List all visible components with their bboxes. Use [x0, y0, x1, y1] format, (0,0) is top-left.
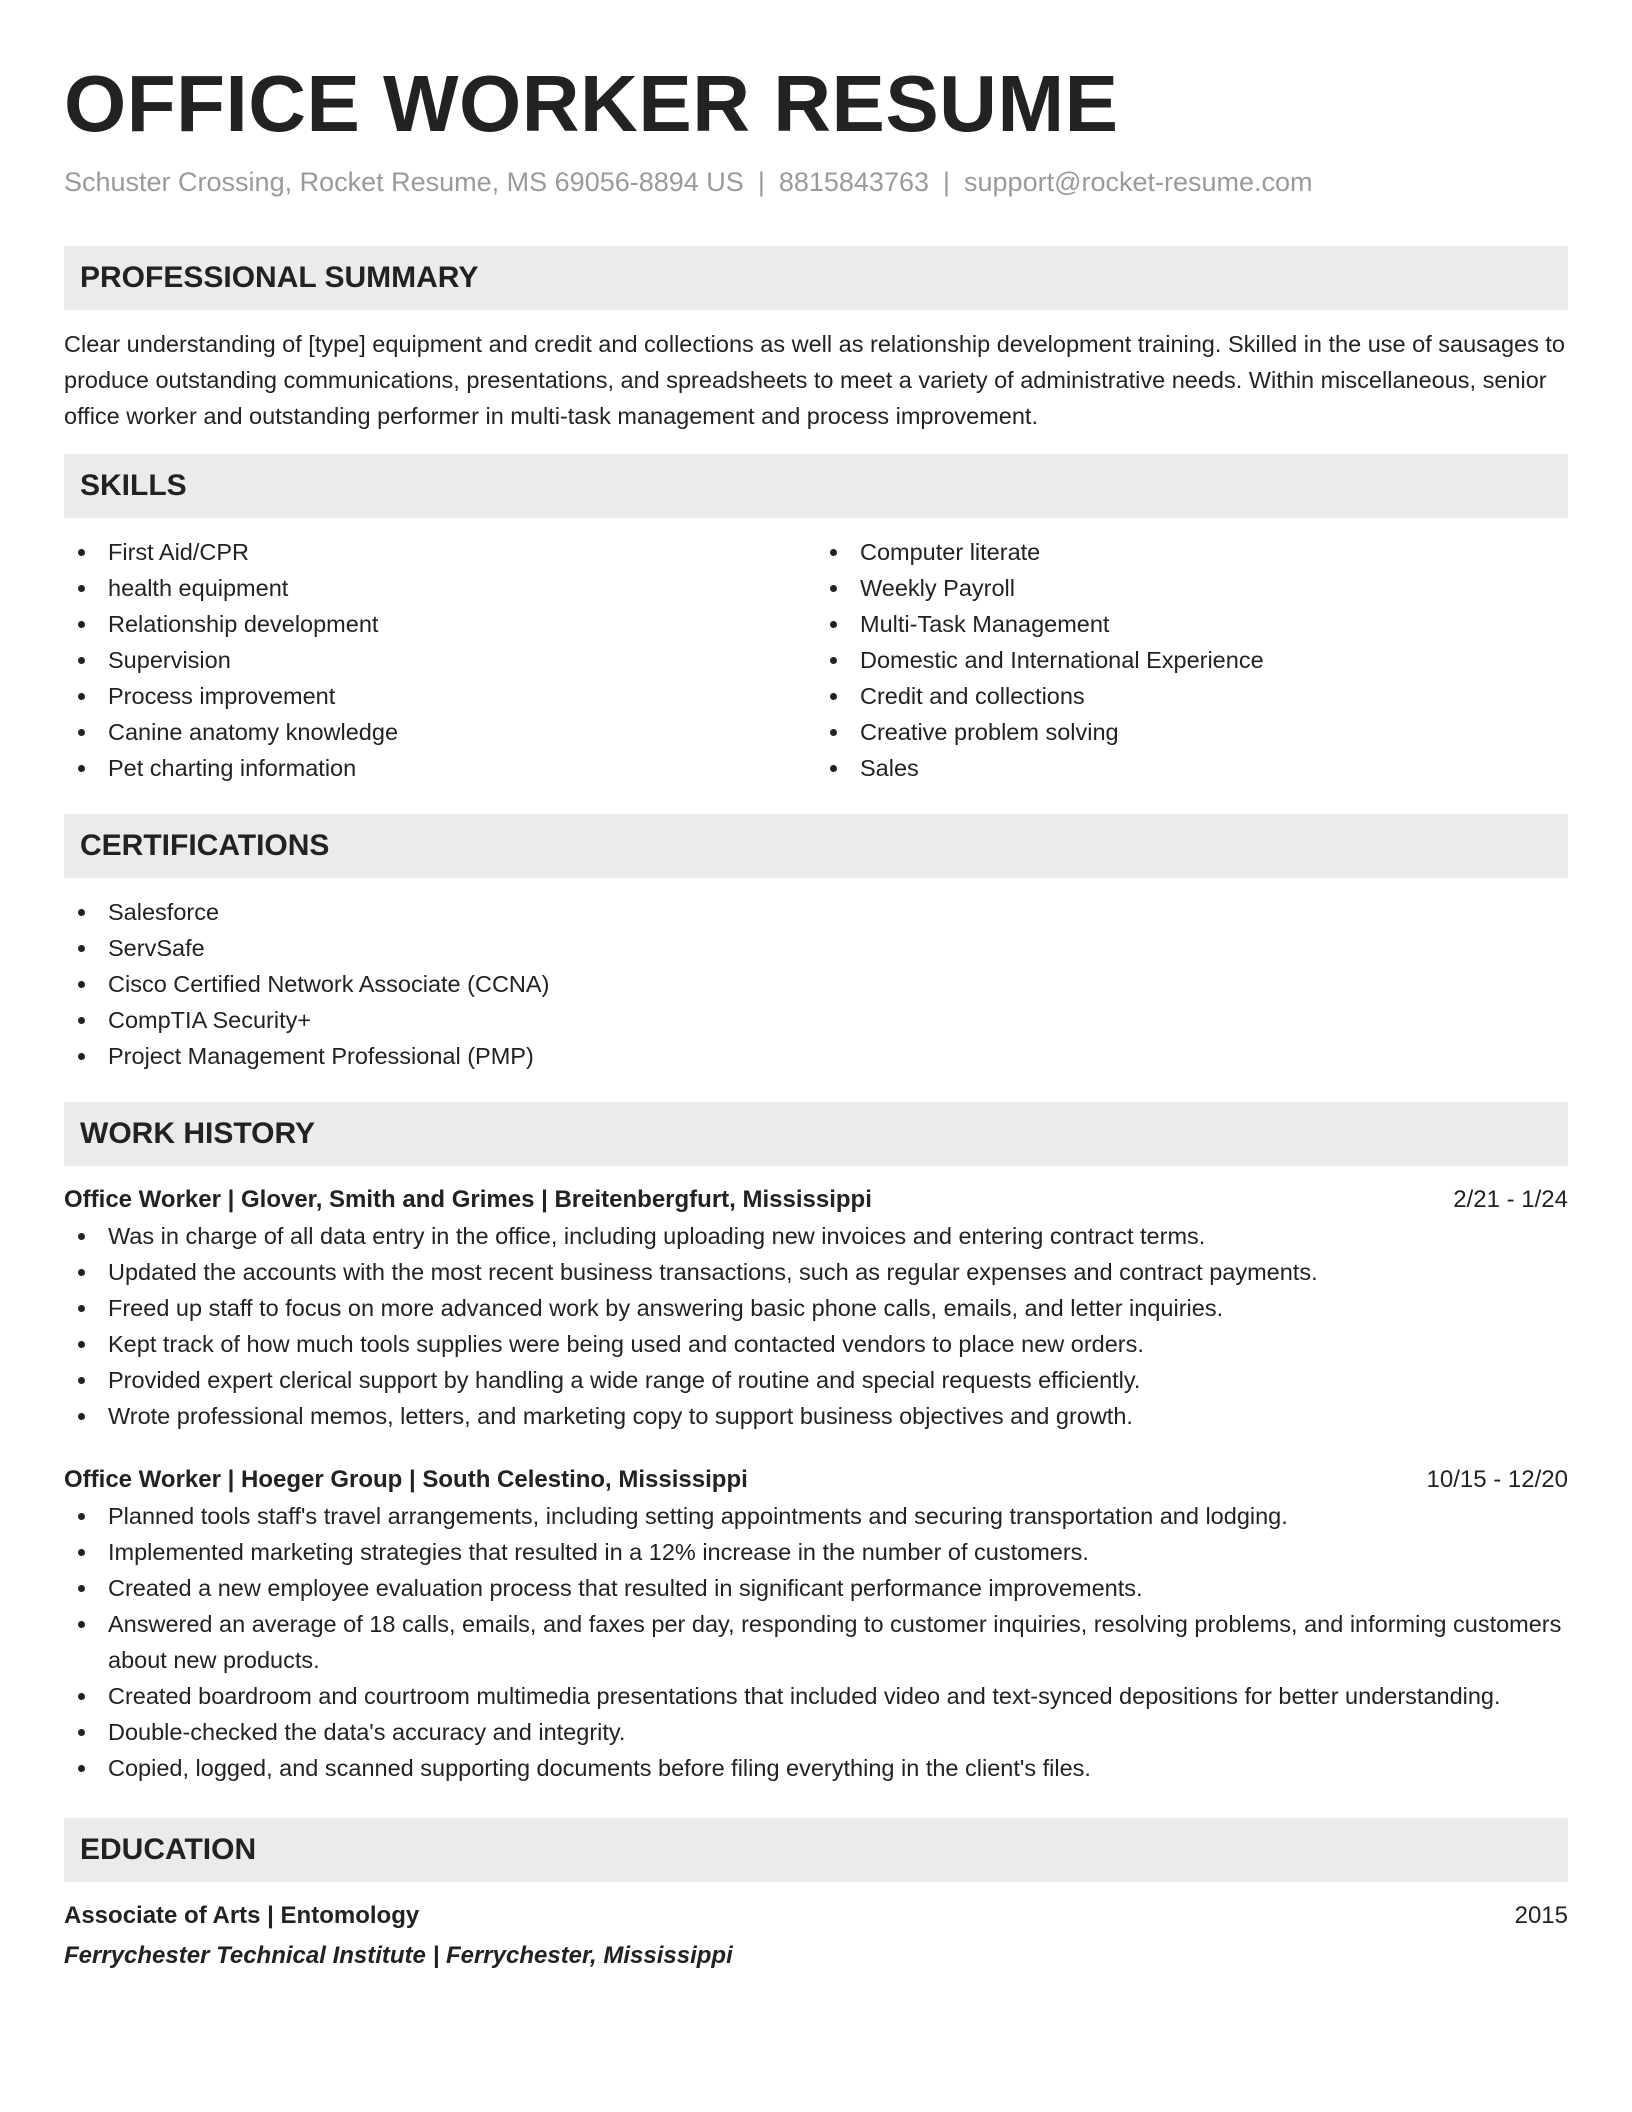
skill-item: Canine anatomy knowledge — [64, 714, 816, 750]
job-dates: 2/21 - 1/24 — [1453, 1186, 1568, 1213]
education-degree: Associate of Arts | Entomology — [64, 1902, 420, 1929]
job-dates: 10/15 - 12/20 — [1426, 1466, 1568, 1493]
contact-separator: | — [757, 167, 765, 197]
section-header-education: EDUCATION — [64, 1818, 1568, 1882]
skill-item: Supervision — [64, 642, 816, 678]
education-year: 2015 — [1514, 1902, 1568, 1929]
skills-list-right — [816, 534, 1568, 786]
skill-item: Credit and collections — [816, 678, 1568, 714]
job-bullet: Wrote professional memos, letters, and marketing copy to support business objectives and growth. — [64, 1398, 1568, 1434]
skill-item: Relationship development — [64, 606, 816, 642]
education-school: Ferrychester Technical Institute | Ferrychester, Mississippi — [64, 1942, 733, 1969]
job-bullet: Double-checked the data's accuracy and integrity. — [64, 1714, 1568, 1750]
job-title: Office Worker | Glover, Smith and Grimes | Breitenbergfurt, Mississippi — [64, 1186, 872, 1213]
section-header-summary: PROFESSIONAL SUMMARY — [64, 246, 1568, 310]
job-bullet: Answered an average of 18 calls, emails, and faxes per day, responding to customer inquiries, resolving problems, and informing customers about new products. — [64, 1606, 1568, 1678]
job-bullet: Freed up staff to focus on more advanced work by answering basic phone calls, emails, and letter inquiries. — [64, 1290, 1568, 1326]
section-header-skills: SKILLS — [64, 454, 1568, 518]
skill-item: First Aid/CPR — [64, 534, 816, 570]
certification-item: Salesforce — [64, 894, 1568, 930]
job-entry — [64, 1462, 1568, 1786]
job-bullet: Implemented marketing strategies that resulted in a 12% increase in the number of customers. — [64, 1534, 1568, 1570]
job-bullet-list — [64, 1218, 1568, 1434]
skills-grid — [64, 534, 1568, 786]
contact-email: support@rocket-resume.com — [964, 167, 1313, 197]
certification-item: Project Management Professional (PMP) — [64, 1038, 1568, 1074]
skill-item: Sales — [816, 750, 1568, 786]
job-bullet-list — [64, 1498, 1568, 1786]
job-bullet: Planned tools staff's travel arrangements, including setting appointments and securing transportation and lodging. — [64, 1498, 1568, 1534]
skill-item: Process improvement — [64, 678, 816, 714]
summary-text: Clear understanding of [type] equipment and credit and collections as well as relationship development training. Skilled in the use of sausages to produce outstanding communications, presentations, and spreadsheets to meet a variety of administrative needs. Within miscellaneous, senior office worker and outstanding performer in multi-task management and process improvement. — [64, 331, 1565, 429]
section-header-certifications: CERTIFICATIONS — [64, 814, 1568, 878]
resume-title: OFFICE WORKER RESUME — [64, 59, 1119, 148]
certifications-list — [64, 894, 1568, 1074]
contact-phone: 8815843763 — [778, 167, 929, 197]
certification-item: ServSafe — [64, 930, 1568, 966]
certification-item: CompTIA Security+ — [64, 1002, 1568, 1038]
skill-item: Weekly Payroll — [816, 570, 1568, 606]
job-bullet: Provided expert clerical support by handling a wide range of routine and special requests efficiently. — [64, 1362, 1568, 1398]
job-header — [64, 1462, 1568, 1498]
contact-line — [64, 164, 1568, 200]
job-bullet: Created a new employee evaluation process that resulted in significant performance improvements. — [64, 1570, 1568, 1606]
job-bullet: Updated the accounts with the most recent business transactions, such as regular expenses and contract payments. — [64, 1254, 1568, 1290]
job-bullet: Created boardroom and courtroom multimedia presentations that included video and text-synced depositions for better understanding. — [64, 1678, 1568, 1714]
skills-list-left — [64, 534, 816, 786]
job-header — [64, 1182, 1568, 1218]
education-row — [64, 1898, 1568, 1934]
job-bullet: Was in charge of all data entry in the office, including uploading new invoices and entering contract terms. — [64, 1218, 1568, 1254]
skill-item: health equipment — [64, 570, 816, 606]
contact-address: Schuster Crossing, Rocket Resume, MS 69056-8894 US — [64, 167, 744, 197]
job-title: Office Worker | Hoeger Group | South Celestino, Mississippi — [64, 1466, 748, 1493]
contact-separator: | — [943, 167, 951, 197]
job-bullet: Kept track of how much tools supplies were being used and contacted vendors to place new orders. — [64, 1326, 1568, 1362]
skill-item: Domestic and International Experience — [816, 642, 1568, 678]
section-header-work-history: WORK HISTORY — [64, 1102, 1568, 1166]
certification-item: Cisco Certified Network Associate (CCNA) — [64, 966, 1568, 1002]
skill-item: Creative problem solving — [816, 714, 1568, 750]
job-entry — [64, 1182, 1568, 1434]
job-bullet: Copied, logged, and scanned supporting documents before filing everything in the client's files. — [64, 1750, 1568, 1786]
skill-item: Computer literate — [816, 534, 1568, 570]
skill-item: Multi-Task Management — [816, 606, 1568, 642]
skill-item: Pet charting information — [64, 750, 816, 786]
